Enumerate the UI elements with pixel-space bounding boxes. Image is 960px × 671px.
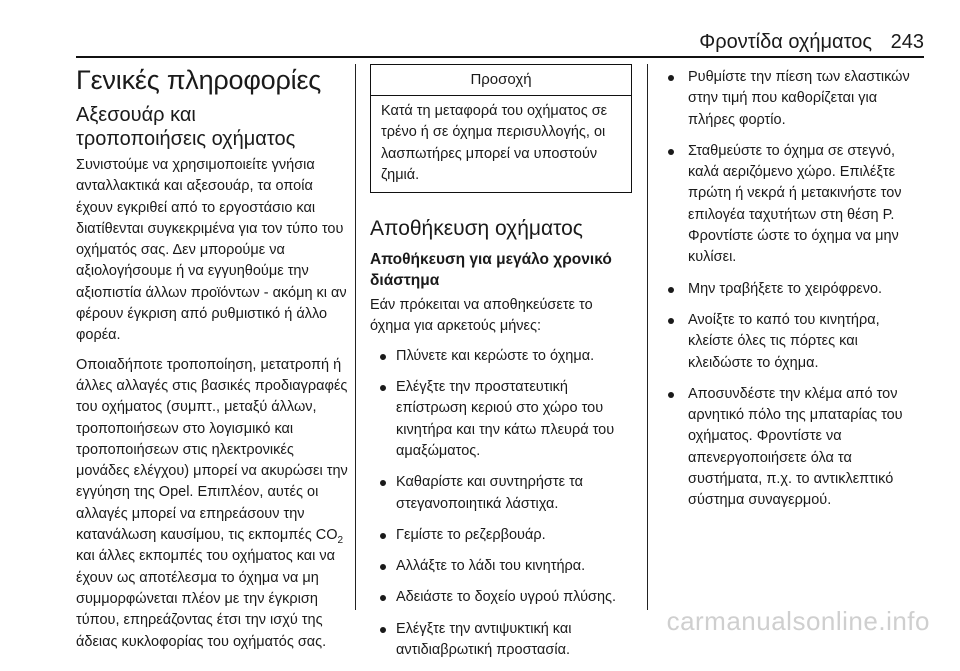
list-item-text: Γεμίστε το ρεζερβουάρ. [396, 526, 546, 543]
bullet-icon [380, 564, 386, 570]
bullet-icon [380, 627, 386, 633]
list-item-text: Σταθμεύστε το όχημα σε στεγνό, καλά αεριζόμενο χώρο. Επιλέξτε πρώτη ή νεκρά ή μετακινήστε τον επιλογέα ταχυτήτων στη θέση P. Φροντίστε ώστε το όχημα να μην κυλίσει. [688, 142, 902, 266]
list-item-text: Ελέγξτε την αντιψυκτική και αντιδιαβρωτική προστασία. [396, 620, 572, 659]
warning-title: Προσοχή [371, 65, 631, 96]
paragraph-modifications-text-b: και άλλες εκπομπές του οχήματος και να έχουν ως αποτέλεσμα το όχημα να μη συμμορφώνεται πλέον με την έγκριση τύπου, επηρεάζοντας έτσι την ισχύ της άδειας κυκλοφορίας του οχήματός σας. [76, 548, 336, 650]
subsection-heading [76, 103, 348, 151]
list-item-text: Ανοίξτε το καπό του κινητήρα, κλείστε όλες τις πόρτες και κλειδώστε το όχημα. [688, 311, 880, 371]
list-item-text: Αδειάστε το δοχείο υγρού πλύσης. [396, 589, 617, 606]
column-2 [370, 64, 632, 671]
bullet-icon [380, 480, 386, 486]
list-item [370, 556, 632, 577]
list-item-text: Μην τραβήξετε το χειρόφρενο. [688, 280, 883, 297]
list-item-text: Αποσυνδέστε την κλέμα από τον αρνητικό πόλο της μπαταρίας του οχήματος. Φροντίστε να απενεργοποιήσετε όλα τα συστήματα, π.χ. το αντικλεπτικό σύστημα συναγερμού. [688, 385, 903, 509]
bullet-icon [668, 318, 674, 324]
column-3 [664, 64, 926, 522]
list-item-text: Ελέγξτε την προστατευτική επίστρωση κεριού στο χώρο του κινητήρα και την κάτω πλευρά του αμαξώματος. [396, 379, 615, 459]
list-item-text: Καθαρίστε και συντηρήστε τα στεγανοποιητικά λάστιχα. [396, 474, 583, 512]
list-item [664, 67, 926, 131]
list-item-text: Πλύνετε και κερώστε το όχημα. [396, 347, 595, 364]
column-divider-2 [647, 64, 648, 610]
list-item [370, 525, 632, 546]
list-item [664, 279, 926, 300]
subsection-heading-line1: Αξεσουάρ και [76, 104, 196, 126]
bullet-icon [668, 75, 674, 81]
running-header-title: Φροντίδα οχήματος [699, 31, 872, 53]
list-item [664, 384, 926, 512]
bullet-icon [668, 392, 674, 398]
bullet-icon [668, 149, 674, 155]
bullet-icon [380, 385, 386, 391]
list-item [370, 619, 632, 662]
warning-box [370, 64, 632, 193]
list-item-text: Ρυθμίστε την πίεση των ελαστικών στην τιμή που καθορίζεται για πλήρες φορτίο. [688, 69, 910, 128]
list-item [370, 377, 632, 462]
storage-checklist-continued [664, 67, 926, 512]
paragraph-modifications-text-a: Οποιαδήποτε τροποποίηση, μετατροπή ή άλλες αλλαγές στις βασικές προδιαγραφές του οχήματος (συμπτ., μεταξύ άλλων, τροποποιήσεων στο λογισμικό και τροποποιήσεων στις ηλεκτρονικές μονάδες ελέγχου) μπορεί να ακυρώσει την εγγύηση της Opel. Επιπλέον, αυτές οι αλλαγές μπορεί να επηρεάσουν την κατανάλωση καυσίμου, τις εκπομπές CO [76, 356, 348, 544]
co2-subscript: 2 [337, 534, 344, 546]
watermark: carmanualsonline.info [666, 606, 930, 636]
list-item [664, 141, 926, 269]
list-item [370, 587, 632, 608]
paragraph-accessories: Συνιστούμε να χρησιμοποιείτε γνήσια ανταλλακτικά και αξεσουάρ, τα οποία έχουν εγκριθεί από το εργοστάσιο και διατίθενται συγκεκριμένα για τον τύπο του οχήματός σας. Δεν μπορούμε να αξιολογήσουμε ή να εγγυηθούμε την αξιοπιστία άλλων προϊόντων - ακόμη κι αν φέρουν έγκριση από ρυθμιστικό ή άλλο φορέα. [76, 157, 347, 344]
storage-checklist [370, 346, 632, 662]
bullet-icon [380, 354, 386, 360]
warning-text: Κατά τη μεταφορά του οχήματος σε τρένο ή σε όχημα περισυλλογής, οι λασπωτήρες μπορεί να υποστούν ζημιά. [381, 103, 608, 183]
bullet-icon [380, 533, 386, 539]
list-item [664, 310, 926, 374]
subsection-heading-line2: τροποποιήσεις οχήματος [76, 128, 296, 150]
header-rule [76, 56, 924, 58]
list-item-text: Αλλάξτε το λάδι του κινητήρα. [396, 558, 586, 575]
page-number: 243 [890, 31, 924, 53]
section-heading: Γενικές πληροφορίες [76, 65, 322, 95]
bullet-icon [668, 287, 674, 293]
storage-heading: Αποθήκευση οχήματος [370, 217, 583, 241]
paragraph-modifications [76, 355, 348, 653]
list-item [370, 346, 632, 367]
bullet-icon [380, 595, 386, 601]
column-1 [76, 64, 348, 661]
page-header [0, 0, 960, 62]
long-term-storage-heading: Αποθήκευση για μεγάλο χρονικό διάστημα [370, 251, 612, 290]
list-item [370, 472, 632, 515]
storage-intro: Εάν πρόκειται να αποθηκεύσετε το όχημα για αρκετούς μήνες: [370, 297, 593, 335]
column-divider-1 [355, 64, 356, 610]
